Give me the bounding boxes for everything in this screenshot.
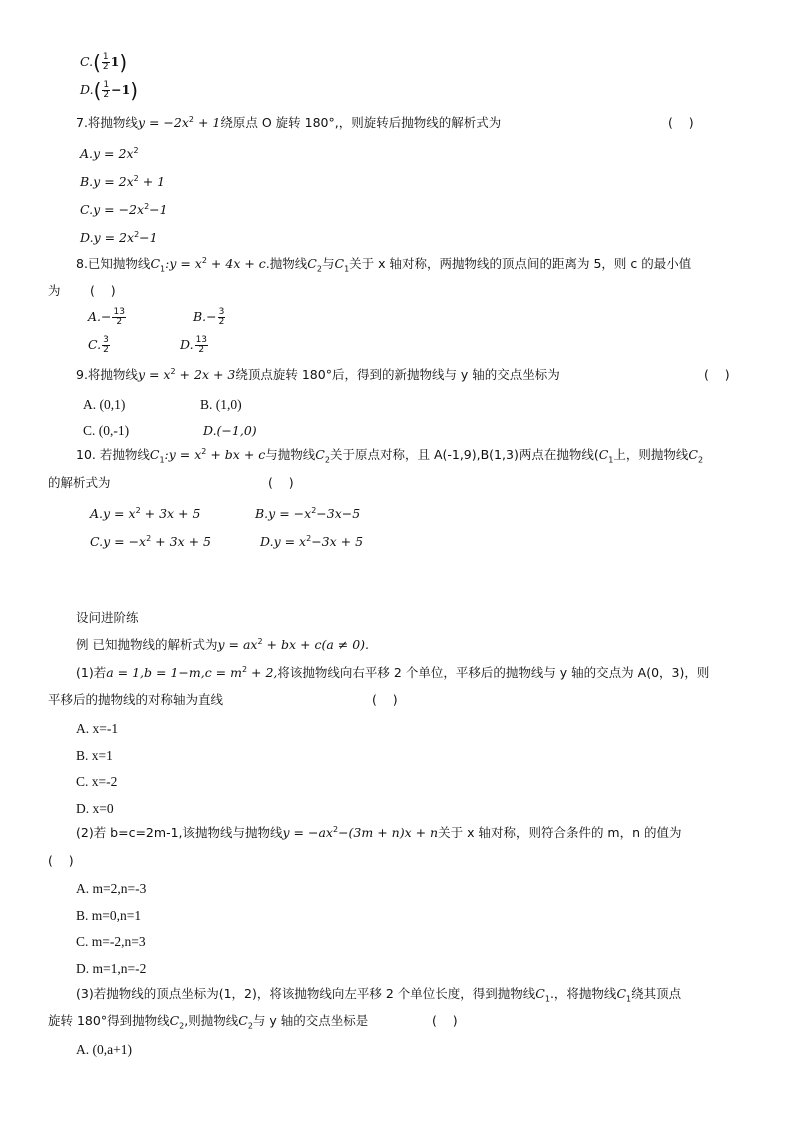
example-statement: 例 已知抛物线的解析式为$y = ax^2$ + bx + c(a ≠ 0). [76, 636, 370, 652]
section-title: 设问进阶练 [76, 610, 139, 625]
q7-option-d: $D.y = 2x^2-1$ [80, 229, 158, 245]
q10-option-d: $D.y = x^2-3x + 5$ [260, 533, 364, 549]
option-label: D. [80, 82, 94, 97]
q9-option-d: D.(−1,0) [203, 423, 257, 438]
p2-option-d: D. m=1,n=-2 [76, 961, 147, 976]
answer-bracket: ( ) [268, 475, 294, 490]
p2-option-c: C. m=-2,n=3 [76, 934, 146, 949]
p1-option-c: C. x=-2 [76, 774, 118, 789]
part-2: (2)若 b=c=2m-1,该抛物线与抛物线$y = -ax^2-(3m + n)x + n$关于 x 轴对称，则符合条件的 m，n 的值为 [76, 824, 682, 840]
q8-option-c: C. $\frac{3}{2}$ [88, 335, 109, 355]
q9-option-a: A. (0,1) [83, 397, 126, 412]
q9-option-b: B. (1,0) [200, 397, 242, 412]
answer-bracket: ( ) [48, 853, 74, 868]
q7-option-a: $A.y = 2x^2$ [80, 145, 139, 161]
q7-option-c: $C.y = -2x^2-1$ [80, 201, 168, 217]
option-d-top: D.( $\frac{1}{2}$ −1) [80, 78, 139, 103]
part-3: (3)若抛物线的顶点坐标为(1，2)，将该抛物线向左平移 2 个单位长度，得到抛物线$C_1$.，将抛物线$C_1$绕其顶点 [76, 986, 682, 1004]
q7-option-b: $B.y = 2x^2 + 1$ [80, 173, 166, 189]
p2-option-a: A. m=2,n=-3 [76, 881, 147, 896]
option-c-top: C.( $\frac{1}{2}$ 1) [80, 50, 128, 75]
q10-option-c: $C.y = -x^2 + 3x + 5$ [90, 533, 211, 549]
answer-bracket: ( ) [90, 283, 116, 298]
q9-option-c: C. (0,-1) [83, 423, 130, 438]
q8-option-a: A.− $\frac{13}{2}$ [88, 307, 125, 327]
answer-bracket: ( ) [432, 1013, 458, 1028]
question-10: 10. 若抛物线$C_1:y = x^2$ + bx + c与抛物线$C_2$关于原点对称，且 A(-1,9),B(1,3)两点在抛物线($C_1$上，则抛物线$C_2$ [76, 446, 704, 465]
question-7: 7.将抛物线$y = -2x^2 + 1$绕原点 O 旋转 180°,，则旋转后抛物线的解析式为 [76, 114, 502, 130]
answer-bracket: ( ) [668, 115, 694, 130]
p2-option-b: B. m=0,n=1 [76, 908, 142, 923]
p1-option-b: B. x=1 [76, 748, 113, 763]
q8-option-b: B.− $\frac{3}{2}$ [193, 307, 225, 327]
q10-option-b: $B.y = -x^2-3x-5$ [255, 505, 361, 521]
fraction: $\frac{1}{2}$ [102, 52, 109, 72]
question-10-line2: 的解析式为 [48, 475, 111, 490]
option-label: C. [80, 54, 94, 69]
p1-option-d: D. x=0 [76, 801, 114, 816]
q8-option-d: D. $\frac{13}{2}$ [180, 335, 208, 355]
question-8-line2: 为 [48, 283, 61, 298]
q10-option-a: $A.y = x^2 + 3x + 5$ [90, 505, 201, 521]
answer-bracket: ( ) [704, 367, 730, 382]
p1-option-a: A. x=-1 [76, 721, 119, 736]
part-1: (1)若$a = 1,b = 1-m,c = m^2 + 2$,将该抛物线向右平移 2 个单位，平移后的抛物线与 y 轴的交点为 A(0，3)，则 [76, 664, 710, 680]
question-9: 9.将抛物线$y = x^2 + 2x + 3$绕顶点旋转 180°后，得到的新抛物线与 y 轴的交点坐标为 [76, 366, 560, 382]
part-3-line2: 旋转 180°得到抛物线$C_2$,则抛物线$C_2$与 y 轴的交点坐标是 [48, 1013, 369, 1031]
p3-option-a: A. (0,a+1) [76, 1042, 132, 1057]
part-1-line2: 平移后的抛物线的对称轴为直线 [48, 692, 224, 707]
fraction: $\frac{1}{2}$ [103, 80, 110, 100]
question-8: 8.已知抛物线$C_1:y = x^2 + 4x + c$.抛物线$C_2$与$C_1$关于 x 轴对称，两抛物线的顶点间的距离为 5，则 c 的最小值 [76, 255, 692, 274]
answer-bracket: ( ) [372, 692, 398, 707]
